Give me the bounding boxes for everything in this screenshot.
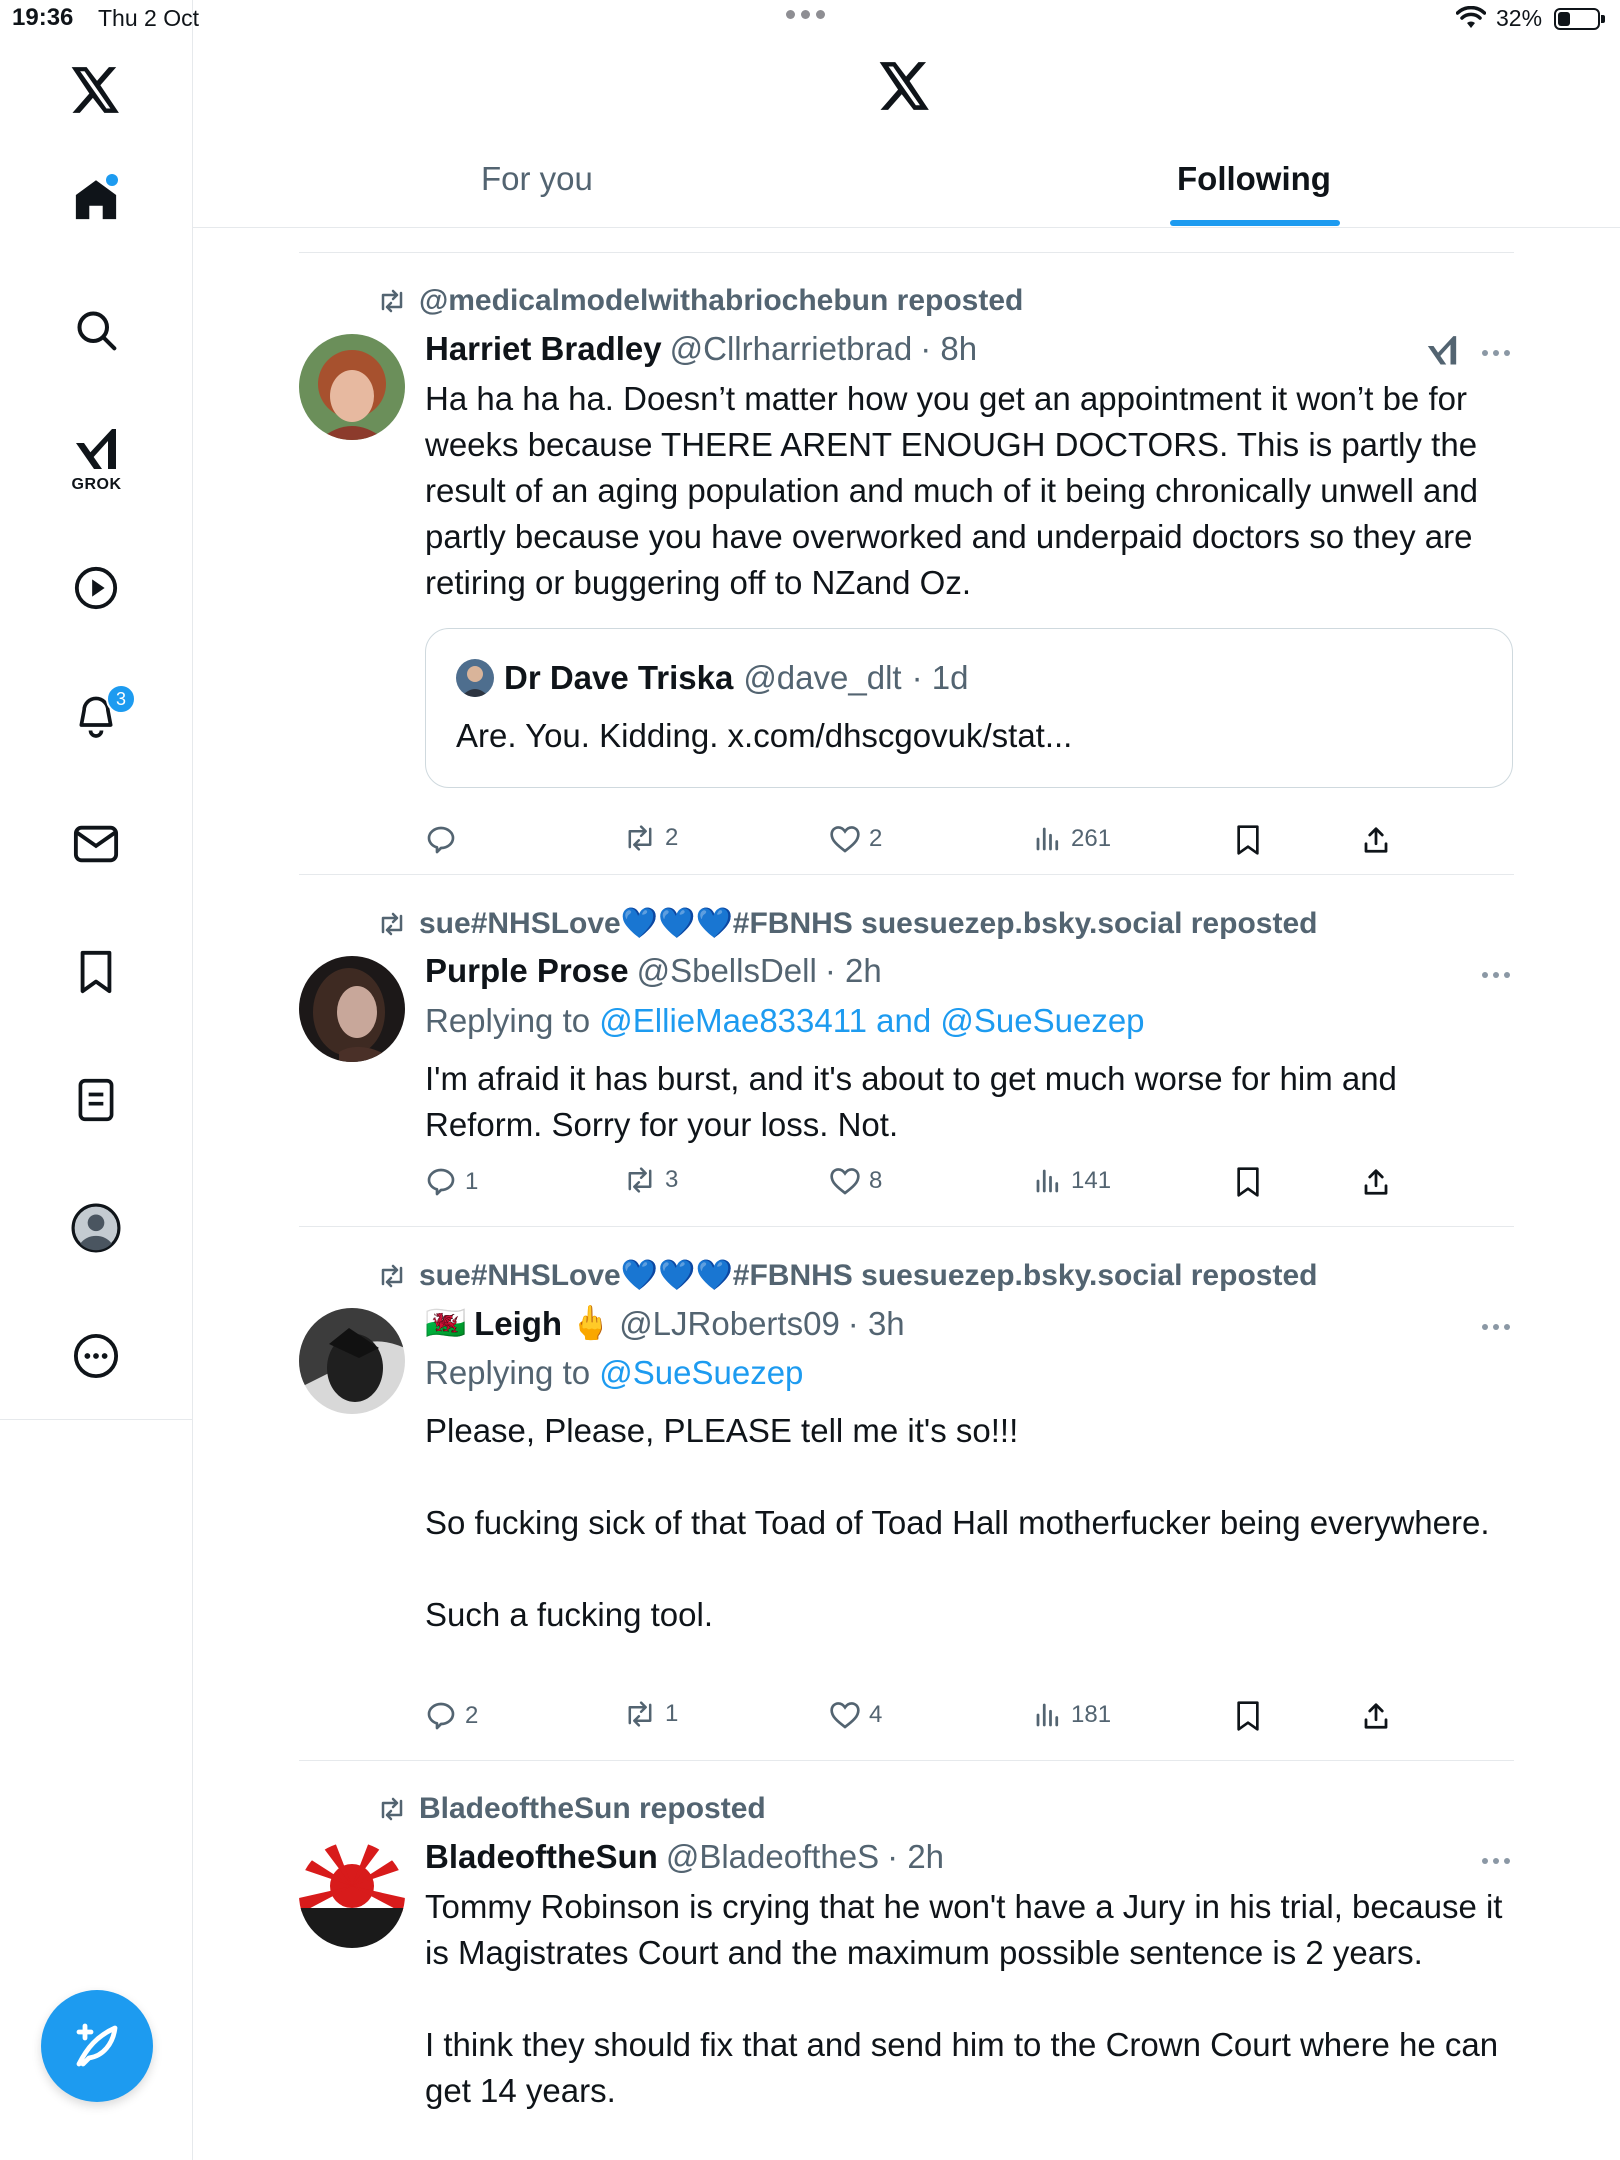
post-header bbox=[425, 1838, 944, 1876]
author-handle[interactable]: @BladeoftheS bbox=[665, 1838, 880, 1875]
messages-icon[interactable] bbox=[66, 814, 126, 874]
repost-label: @medicalmodelwithabriochebun reposted bbox=[419, 284, 1024, 317]
status-bar bbox=[0, 0, 1620, 40]
quoted-author-handle: @dave_dlt bbox=[743, 659, 902, 696]
post-time[interactable]: · 3h bbox=[847, 1304, 905, 1342]
avatar[interactable] bbox=[299, 1308, 405, 1414]
like-button[interactable] bbox=[829, 824, 882, 854]
bookmark-button[interactable] bbox=[1235, 1166, 1261, 1198]
search-icon[interactable] bbox=[66, 300, 126, 360]
like-count: 4 bbox=[869, 1701, 883, 1728]
repost-count: 2 bbox=[665, 824, 679, 851]
post-time[interactable]: · 8h bbox=[920, 330, 978, 367]
views-icon bbox=[1033, 824, 1063, 854]
video-icon[interactable] bbox=[66, 558, 126, 618]
repost-label: sue#NHSLove💙💙💙#FBNHS suesuezep.bsky.social reposted bbox=[419, 907, 1318, 940]
author-name[interactable]: Harriet Bradley bbox=[425, 330, 662, 367]
avatar[interactable] bbox=[299, 1842, 405, 1948]
bookmark-icon bbox=[1235, 1700, 1261, 1732]
repost-context bbox=[377, 1792, 766, 1826]
repost-icon bbox=[377, 1264, 407, 1288]
like-count: 2 bbox=[869, 825, 883, 852]
post-card[interactable] bbox=[299, 874, 1514, 1226]
post-text: Tommy Robinson is crying that he won't have a Jury in his trial, because it is Magistrates Court and the maximum possible sentence is 2 years. I think they should fix that and send him to the Crown Court where he can get 14 years. bbox=[425, 1888, 1503, 2109]
share-button[interactable] bbox=[1361, 1166, 1391, 1198]
reply-button[interactable] bbox=[425, 824, 465, 856]
status-date: Thu 2 Oct bbox=[98, 5, 199, 31]
heart-icon bbox=[829, 1700, 861, 1730]
bookmark-icon bbox=[1235, 824, 1261, 856]
active-tab-indicator bbox=[1170, 220, 1340, 226]
home-unread-dot bbox=[106, 174, 118, 186]
repost-label: sue#NHSLove💙💙💙#FBNHS suesuezep.bsky.social reposted bbox=[419, 1259, 1318, 1292]
post-header bbox=[425, 952, 882, 990]
post-card[interactable] bbox=[299, 1760, 1514, 2160]
like-button[interactable] bbox=[829, 1700, 882, 1730]
replying-to-label: Replying to bbox=[425, 1002, 600, 1039]
share-icon bbox=[1361, 824, 1391, 856]
author-name[interactable]: BladeoftheSun bbox=[425, 1838, 658, 1875]
repost-icon bbox=[623, 1700, 657, 1728]
grok-explain-icon[interactable] bbox=[1425, 334, 1459, 373]
more-options-icon[interactable] bbox=[1482, 350, 1510, 356]
reply-count: 2 bbox=[465, 1702, 479, 1729]
views-count: 141 bbox=[1071, 1167, 1112, 1194]
views-button[interactable] bbox=[1033, 824, 1111, 854]
quoted-post-text: Are. You. Kidding. x.com/dhscgovuk/stat... bbox=[456, 717, 1073, 754]
post-text: I'm afraid it has burst, and it's about to get much worse for him and Reform. Sorry for your loss. Not. bbox=[425, 1060, 1407, 1143]
share-icon bbox=[1361, 1700, 1391, 1732]
views-icon bbox=[1033, 1700, 1063, 1730]
post-text: Ha ha ha ha. Doesn’t matter how you get an appointment it won’t be for weeks because THERE ARENT ENOUGH DOCTORS. This is partly the result of an aging population and much of it being chronically unwell and partly because you have overworked and underpaid doctors so they are retiring or buggering off to NZand Oz. bbox=[425, 380, 1488, 601]
like-count: 8 bbox=[869, 1167, 883, 1194]
battery-icon bbox=[1554, 8, 1600, 30]
post-time[interactable]: · 2h bbox=[824, 952, 882, 989]
post-actions bbox=[425, 1166, 1425, 1206]
more-options-icon[interactable] bbox=[1482, 972, 1510, 978]
post-header bbox=[425, 1304, 905, 1343]
battery-percent: 32% bbox=[1496, 5, 1543, 31]
author-handle[interactable]: @SbellsDell bbox=[636, 952, 817, 989]
notification-badge: 3 bbox=[106, 684, 136, 714]
multitasking-dots-icon[interactable] bbox=[786, 10, 825, 19]
author-name[interactable]: Leigh bbox=[474, 1304, 563, 1342]
reply-context bbox=[425, 1354, 803, 1392]
grok-icon[interactable] bbox=[66, 420, 126, 480]
share-icon bbox=[1361, 1166, 1391, 1198]
reply-button[interactable] bbox=[425, 1700, 478, 1732]
like-button[interactable] bbox=[829, 1166, 882, 1196]
bookmark-button[interactable] bbox=[1235, 1700, 1261, 1732]
profile-icon[interactable] bbox=[66, 1198, 126, 1258]
repost-icon bbox=[377, 1797, 407, 1821]
compose-post-button[interactable] bbox=[41, 1990, 153, 2102]
share-button[interactable] bbox=[1361, 1700, 1391, 1732]
repost-icon bbox=[623, 1166, 657, 1194]
bookmark-icon bbox=[1235, 1166, 1261, 1198]
wales-flag-icon: 🏴󠁧󠁢󠁷󠁬󠁳󠁿 bbox=[425, 1304, 467, 1341]
post-actions bbox=[425, 1700, 1425, 1740]
repost-context bbox=[377, 284, 1023, 318]
reply-button[interactable] bbox=[425, 1166, 478, 1198]
compose-feather-icon bbox=[71, 2020, 123, 2072]
share-button[interactable] bbox=[1361, 824, 1391, 856]
wifi-icon bbox=[1456, 6, 1486, 35]
reply-to-users[interactable]: @SueSuezep bbox=[599, 1354, 804, 1391]
reply-icon bbox=[425, 1700, 457, 1732]
sidebar-border bbox=[192, 1420, 193, 2160]
quoted-author-name: Dr Dave Triska bbox=[504, 659, 734, 696]
repost-icon bbox=[377, 912, 407, 936]
bookmark-button[interactable] bbox=[1235, 824, 1261, 856]
author-handle[interactable]: @Cllrharrietbrad bbox=[669, 330, 913, 367]
x-logo-icon[interactable] bbox=[879, 62, 931, 115]
tab-following[interactable]: Following bbox=[1177, 160, 1331, 197]
post-text: Please, Please, PLEASE tell me it's so!!! So fucking sick of that Toad of Toad Hall motherfucker being everywhere. Such a fucking tool. bbox=[425, 1412, 1490, 1633]
author-handle[interactable]: @LJRoberts09 bbox=[619, 1304, 840, 1342]
views-count: 181 bbox=[1071, 1701, 1112, 1728]
repost-button[interactable] bbox=[623, 1166, 678, 1194]
x-logo-icon[interactable] bbox=[66, 60, 126, 120]
timeline-header bbox=[193, 40, 1620, 228]
sidebar bbox=[0, 0, 193, 1420]
avatar[interactable] bbox=[299, 334, 405, 440]
avatar[interactable] bbox=[299, 956, 405, 1062]
more-options-icon[interactable] bbox=[1482, 1324, 1510, 1330]
post-card[interactable] bbox=[299, 1226, 1514, 1760]
lists-icon[interactable] bbox=[66, 1070, 126, 1130]
bookmarks-icon[interactable] bbox=[66, 942, 126, 1002]
quoted-avatar bbox=[456, 659, 494, 697]
repost-count: 3 bbox=[665, 1166, 679, 1193]
heart-icon bbox=[829, 824, 861, 854]
post-card[interactable] bbox=[299, 252, 1514, 874]
views-button[interactable] bbox=[1033, 1166, 1111, 1196]
more-options-icon[interactable] bbox=[1482, 1858, 1510, 1864]
heart-icon bbox=[829, 1166, 861, 1196]
replying-to-label: Replying to bbox=[425, 1354, 600, 1391]
repost-label: BladeoftheSun reposted bbox=[419, 1792, 766, 1825]
repost-icon bbox=[377, 289, 407, 313]
repost-context bbox=[377, 906, 1317, 941]
reply-to-users[interactable]: @EllieMae833411 and @SueSuezep bbox=[599, 1002, 1145, 1039]
post-actions bbox=[425, 824, 1425, 864]
views-count: 261 bbox=[1071, 825, 1112, 852]
quoted-post-time: · 1d bbox=[911, 659, 969, 696]
reply-icon bbox=[425, 1166, 457, 1198]
repost-context bbox=[377, 1258, 1317, 1293]
status-time: 19:36 bbox=[12, 4, 74, 31]
repost-count: 1 bbox=[665, 1700, 679, 1727]
tab-for-you[interactable]: For you bbox=[481, 160, 593, 197]
reply-icon bbox=[425, 824, 457, 856]
author-emoji: 🖕 bbox=[570, 1304, 612, 1341]
reply-context bbox=[425, 1002, 1145, 1040]
repost-button[interactable] bbox=[623, 824, 678, 852]
quoted-post-header bbox=[456, 659, 968, 697]
post-header bbox=[425, 330, 977, 368]
author-name[interactable]: Purple Prose bbox=[425, 952, 629, 989]
reply-count: 1 bbox=[465, 1168, 479, 1195]
repost-button[interactable] bbox=[623, 1700, 678, 1728]
views-button[interactable] bbox=[1033, 1700, 1111, 1730]
more-icon[interactable] bbox=[66, 1326, 126, 1386]
post-time[interactable]: · 2h bbox=[887, 1838, 945, 1875]
quoted-post[interactable] bbox=[425, 628, 1513, 788]
repost-icon bbox=[623, 824, 657, 852]
grok-label: GROK bbox=[71, 476, 122, 493]
views-icon bbox=[1033, 1166, 1063, 1196]
